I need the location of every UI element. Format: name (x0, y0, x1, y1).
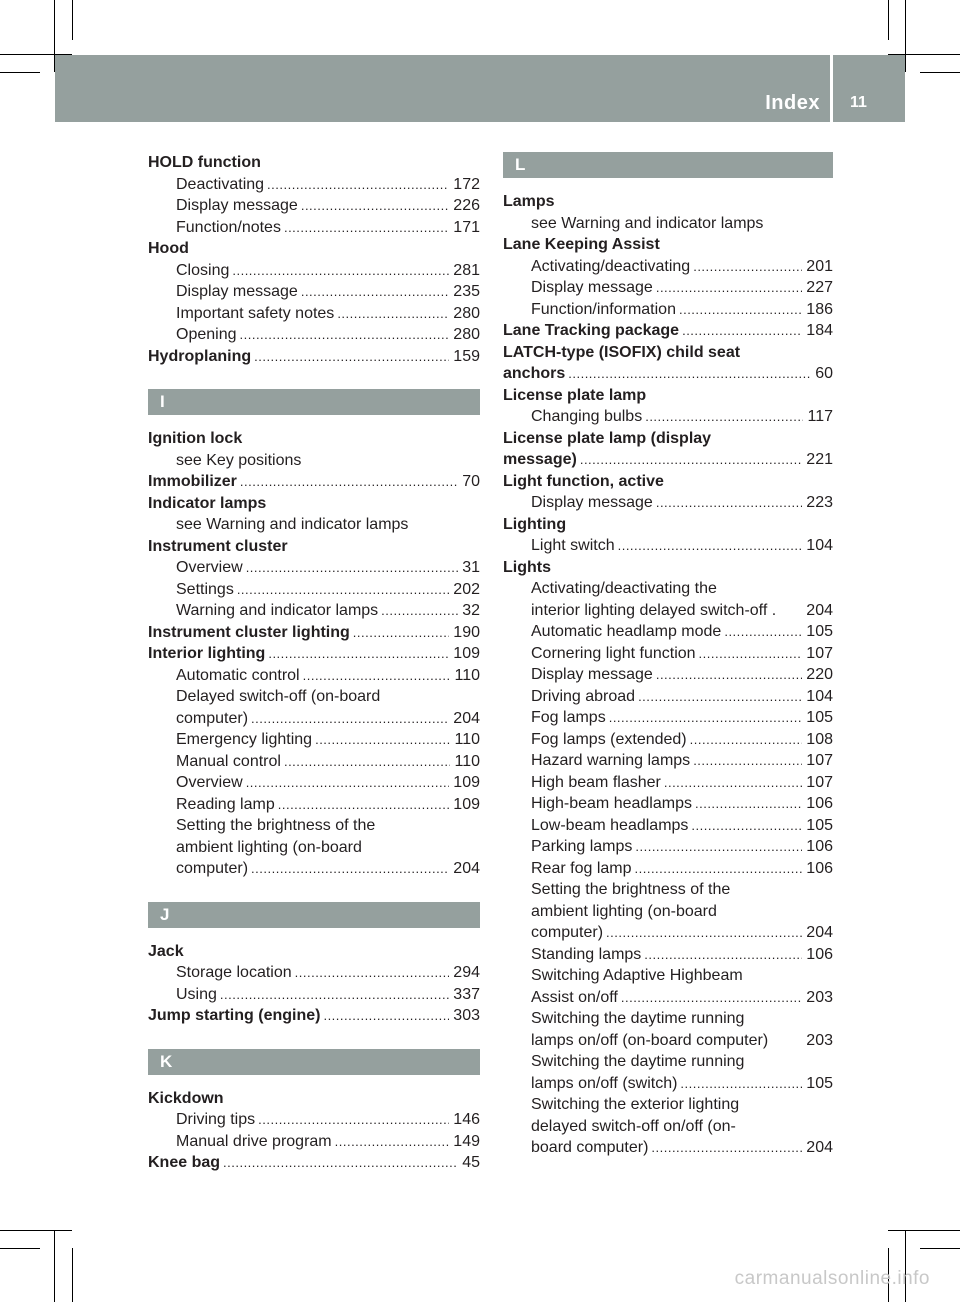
entry-label: Driving abroad (531, 687, 636, 705)
entry-label: Emergency lighting (176, 731, 313, 748)
entry-label: Knee bag (148, 1154, 221, 1171)
header-divider (830, 55, 833, 122)
index-subentry-text: Delayed switch-off (on-board (176, 688, 381, 705)
index-heading: Lighting (503, 515, 567, 533)
page-reference: 223 (806, 494, 833, 511)
dot-leader (381, 600, 458, 622)
page-reference: 203 (806, 988, 833, 1006)
dot-leader (682, 320, 802, 342)
index-subentry (503, 1073, 833, 1095)
index-subentry-text: Setting the brightness of the (531, 881, 731, 898)
page-reference: 32 (462, 602, 480, 619)
index-subentry (148, 1109, 480, 1131)
entry-label: Parking lamps (531, 838, 633, 855)
page-reference: 204 (453, 860, 480, 877)
page-reference: 303 (453, 1007, 480, 1024)
entry-label: Automatic control (176, 666, 300, 684)
index-heading: Light function, active (503, 472, 664, 490)
entry-label: Changing bulbs (531, 408, 643, 425)
page-reference: 280 (453, 326, 480, 343)
entry-label: Important safety notes (176, 304, 335, 322)
index-subentry (503, 858, 833, 880)
dot-leader (699, 643, 803, 665)
crop-mark (54, 1230, 55, 1302)
index-heading: Kickdown (148, 1089, 224, 1107)
page-reference: 107 (806, 752, 833, 769)
index-subentry (503, 535, 833, 557)
index-subentry (503, 492, 833, 514)
entry-label: Display message (531, 666, 653, 683)
index-entry (148, 643, 480, 665)
dot-leader (323, 1005, 449, 1027)
dot-leader (656, 277, 802, 299)
entry-label: Driving tips (176, 1111, 256, 1128)
dot-leader (240, 324, 450, 346)
page-reference: 110 (454, 752, 480, 770)
page-reference: 110 (454, 666, 480, 684)
page-reference: 104 (806, 687, 833, 705)
dot-leader (232, 260, 449, 282)
index-heading: Instrument cluster (148, 537, 288, 555)
entry-label: computer) (531, 924, 604, 941)
page-reference: 109 (453, 645, 480, 662)
index-subentry (503, 299, 833, 321)
index-subentry (148, 665, 480, 687)
page-number: 11 (850, 94, 867, 111)
dot-leader (295, 962, 450, 984)
index-heading: HOLD function (148, 154, 261, 171)
index-subentry-text: Setting the brightness of the (176, 817, 376, 834)
entry-label: Deactivating (176, 175, 265, 193)
dot-leader (258, 1109, 449, 1131)
page-reference: 70 (462, 473, 480, 490)
dot-leader (353, 622, 450, 644)
page-reference: 204 (453, 709, 480, 727)
page-reference: 204 (806, 924, 833, 941)
page-reference: 110 (454, 731, 480, 748)
index-subentry-text: ambient lighting (on-board (531, 902, 717, 920)
entry-label: Settings (176, 580, 234, 598)
index-subentry-text: see Key positions (176, 451, 302, 469)
index-heading: Lights (503, 558, 551, 576)
entry-label: anchors (503, 365, 566, 382)
page-reference: 235 (453, 283, 480, 300)
entry-label: Assist on/off (531, 988, 618, 1006)
dot-leader (267, 174, 449, 196)
page-reference: 106 (806, 795, 833, 812)
dot-leader (609, 707, 803, 729)
index-column-left (148, 152, 480, 1174)
dot-leader (251, 708, 449, 730)
index-subentry (503, 793, 833, 815)
entry-label: board computer) (531, 1139, 649, 1156)
dot-leader (223, 1152, 458, 1174)
page-reference: 149 (453, 1132, 480, 1150)
index-section-letter: J (148, 902, 480, 928)
index-heading: Lamps (503, 193, 555, 210)
entry-label: Warning and indicator lamps (176, 602, 379, 619)
dot-leader (268, 643, 449, 665)
dot-leader (664, 772, 802, 794)
page-reference: 172 (453, 175, 480, 193)
dot-leader (638, 686, 802, 708)
index-subentry-text: Switching the daytime running (531, 1010, 745, 1027)
entry-label: Standing lamps (531, 945, 642, 963)
dot-leader (240, 471, 458, 493)
index-subentry (148, 772, 480, 794)
dot-leader (621, 987, 802, 1009)
entry-label: Interior lighting (148, 645, 266, 662)
page-reference: 226 (453, 197, 480, 214)
entry-label: Function/information (531, 300, 676, 318)
entry-label: Manual control (176, 752, 281, 770)
index-subentry (148, 708, 480, 730)
index-heading: License plate lamp (display (503, 429, 712, 447)
crop-mark (72, 0, 73, 40)
index-subentry (503, 277, 833, 299)
index-subentry-text: delayed switch-off on/off (on- (531, 1117, 736, 1135)
dot-leader (724, 621, 802, 643)
crop-mark (920, 1248, 960, 1249)
dot-leader (335, 1131, 450, 1153)
dot-leader (693, 256, 802, 278)
dot-leader (301, 195, 449, 217)
index-subentry (503, 621, 833, 643)
index-subentry-text: Switching Adaptive Highbeam (531, 967, 743, 984)
index-section-letter: I (148, 389, 480, 415)
index-column-right (503, 152, 833, 1159)
dot-leader (237, 579, 449, 601)
page-reference: 227 (806, 279, 833, 296)
index-heading: Jack (148, 942, 184, 960)
crop-mark (888, 0, 889, 40)
index-subentry (148, 324, 480, 346)
index-subentry (148, 557, 480, 579)
page-reference: 146 (453, 1111, 480, 1128)
index-section-letter: K (148, 1049, 480, 1075)
entry-label: Overview (176, 559, 243, 576)
page-reference: 60 (815, 365, 833, 382)
dot-leader (568, 363, 811, 385)
dot-leader (580, 449, 802, 471)
index-subentry (148, 729, 480, 751)
dot-leader (315, 729, 450, 751)
index-subentry (503, 815, 833, 837)
dot-leader (679, 299, 802, 321)
index-subentry (503, 664, 833, 686)
index-subentry (503, 1137, 833, 1159)
entry-label: Fog lamps (extended) (531, 730, 687, 748)
dot-leader (691, 815, 802, 837)
crop-mark (72, 1248, 73, 1302)
dot-leader (337, 303, 449, 325)
entry-label: Manual drive program (176, 1132, 332, 1150)
crop-mark (905, 1230, 906, 1302)
index-entry (148, 622, 480, 644)
entry-label: Fog lamps (531, 709, 606, 726)
index-entry (148, 1152, 480, 1174)
index-entry (503, 363, 833, 385)
entry-label: Lane Tracking package (503, 322, 680, 339)
entry-label: Hydroplaning (148, 347, 252, 365)
entry-label: Instrument cluster lighting (148, 623, 350, 641)
entry-label: Display message (176, 283, 298, 300)
index-subentry (148, 962, 480, 984)
index-subentry-text: see Warning and indicator lamps (531, 214, 764, 232)
entry-label: Light switch (531, 537, 615, 554)
index-subentry (503, 944, 833, 966)
entry-label: High-beam headlamps (531, 795, 692, 812)
page-reference: 106 (806, 945, 833, 963)
entry-label: Automatic headlamp mode (531, 623, 722, 640)
dot-leader (284, 751, 451, 773)
dot-leader (606, 922, 802, 944)
page-title: Index (765, 92, 820, 114)
page-reference: 186 (806, 300, 833, 318)
page-reference: 184 (806, 322, 833, 339)
page-reference: 106 (806, 838, 833, 855)
entry-label: Rear fog lamp (531, 859, 632, 877)
dot-leader (246, 557, 459, 579)
index-subentry (503, 643, 833, 665)
entry-label: Display message (531, 494, 653, 511)
page-reference: 203 (806, 1031, 833, 1049)
page-reference: 107 (806, 773, 833, 791)
crop-mark (0, 72, 40, 73)
entry-label: Cornering light function (531, 644, 696, 662)
index-heading: Ignition lock (148, 430, 243, 447)
dot-leader (690, 729, 803, 751)
index-subentry (503, 729, 833, 751)
index-subentry-text: Activating/deactivating the (531, 580, 717, 597)
page-reference: 105 (806, 1074, 833, 1092)
page-reference: 117 (807, 408, 833, 425)
index-subentry (148, 751, 480, 773)
page-reference: 105 (806, 623, 833, 640)
dot-leader (651, 1137, 802, 1159)
entry-label: Closing (176, 261, 230, 279)
index-subentry (503, 707, 833, 729)
entry-label: Immobilizer (148, 473, 237, 490)
page-reference: 109 (453, 795, 480, 813)
page-reference: 171 (453, 218, 480, 236)
dot-leader (680, 1073, 802, 1095)
index-subentry (148, 579, 480, 601)
entry-label: Jump starting (engine) (148, 1007, 321, 1024)
dot-leader (251, 858, 449, 880)
index-subentry (503, 772, 833, 794)
index-entry (148, 1005, 480, 1027)
entry-label: Reading lamp (176, 795, 275, 813)
index-subentry-text: ambient lighting (on-board (176, 838, 362, 856)
entry-label: Activating/deactivating (531, 257, 691, 275)
index-subentry (503, 1030, 833, 1052)
index-heading: Indicator lamps (148, 494, 267, 512)
entry-label: Function/notes (176, 218, 281, 236)
dot-leader (284, 217, 449, 239)
page-reference: 159 (453, 347, 480, 365)
index-subentry (503, 686, 833, 708)
entry-label: Low-beam headlamps (531, 816, 689, 834)
index-heading: Lane Keeping Assist (503, 236, 660, 253)
dot-leader (220, 984, 449, 1006)
index-subentry (503, 922, 833, 944)
page-reference: 108 (806, 730, 833, 748)
index-subentry (148, 1131, 480, 1153)
dot-leader (656, 664, 802, 686)
dot-leader (645, 406, 803, 428)
page-reference: 31 (462, 559, 480, 576)
page-reference: 204 (806, 1139, 833, 1156)
dot-leader (656, 492, 802, 514)
dot-leader (303, 665, 451, 687)
page-reference: 220 (806, 666, 833, 683)
index-subentry-text: see Warning and indicator lamps (176, 516, 409, 533)
dot-leader (254, 346, 449, 368)
index-section-letter: L (503, 152, 833, 178)
index-subentry (503, 987, 833, 1009)
page-reference: 280 (453, 304, 480, 322)
dot-leader (246, 772, 450, 794)
crop-mark (905, 0, 906, 72)
entry-label: Display message (531, 279, 653, 296)
entry-label: Using (176, 985, 217, 1003)
page-reference: 337 (453, 985, 480, 1003)
index-subentry (148, 600, 480, 622)
index-subentry (503, 836, 833, 858)
page-reference: 45 (462, 1154, 480, 1171)
entry-label: computer) (176, 860, 249, 877)
dot-leader (635, 836, 802, 858)
index-entry (503, 320, 833, 342)
entry-label: message) (503, 451, 577, 468)
crop-mark (888, 1230, 960, 1231)
entry-label: Hazard warning lamps (531, 752, 691, 769)
entry-label: Opening (176, 326, 237, 343)
index-heading: LATCH-type (ISOFIX) child seat (503, 343, 741, 361)
crop-mark (920, 72, 960, 73)
index-subentry (148, 217, 480, 239)
index-heading: License plate lamp (503, 386, 647, 404)
entry-label: lamps on/off (switch) (531, 1074, 678, 1092)
index-subentry (148, 281, 480, 303)
index-entry (148, 346, 480, 368)
index-subentry (503, 406, 833, 428)
index-heading: Hood (148, 240, 189, 257)
index-entry (503, 449, 833, 471)
page-reference: 105 (806, 709, 833, 726)
page-reference: 281 (453, 261, 480, 279)
page-reference: 221 (806, 451, 833, 468)
index-subentry (503, 256, 833, 278)
index-subentry-text: Switching the exterior lighting (531, 1096, 740, 1113)
page-reference: 190 (453, 623, 480, 641)
index-subentry (148, 174, 480, 196)
watermark: carmanualsonline.info (734, 1268, 930, 1289)
index-subentry (148, 195, 480, 217)
page-reference: 204 (806, 601, 833, 619)
entry-label: Display message (176, 197, 298, 214)
entry-label: High beam flasher (531, 773, 661, 791)
index-subentry (148, 984, 480, 1006)
index-subentry (148, 303, 480, 325)
dot-leader (635, 858, 803, 880)
entry-label: Overview (176, 774, 243, 791)
entry-label: lamps on/off (on-board computer) (531, 1031, 769, 1049)
crop-mark (0, 1248, 40, 1249)
dot-leader (278, 794, 450, 816)
index-subentry (503, 750, 833, 772)
dot-leader (693, 750, 802, 772)
page-reference: 109 (453, 774, 480, 791)
page-reference: 294 (453, 964, 480, 981)
index-subentry (148, 794, 480, 816)
crop-mark (0, 1230, 72, 1231)
index-subentry-text: Switching the daytime running (531, 1053, 745, 1070)
page-reference: 105 (806, 816, 833, 834)
page-reference: 106 (806, 859, 833, 877)
page-reference: 201 (806, 257, 833, 275)
dot-leader (695, 793, 802, 815)
page-reference: 104 (806, 537, 833, 554)
entry-label: computer) (176, 709, 249, 727)
index-subentry (148, 858, 480, 880)
index-entry (148, 471, 480, 493)
dot-leader (618, 535, 803, 557)
page-reference: 107 (806, 644, 833, 662)
index-subentry (148, 260, 480, 282)
index-subentry (503, 600, 833, 622)
page-reference: 202 (453, 580, 480, 598)
dot-leader (301, 281, 449, 303)
entry-label: Storage location (176, 964, 292, 981)
entry-label: interior lighting delayed switch-off . (531, 601, 777, 619)
dot-leader (644, 944, 802, 966)
